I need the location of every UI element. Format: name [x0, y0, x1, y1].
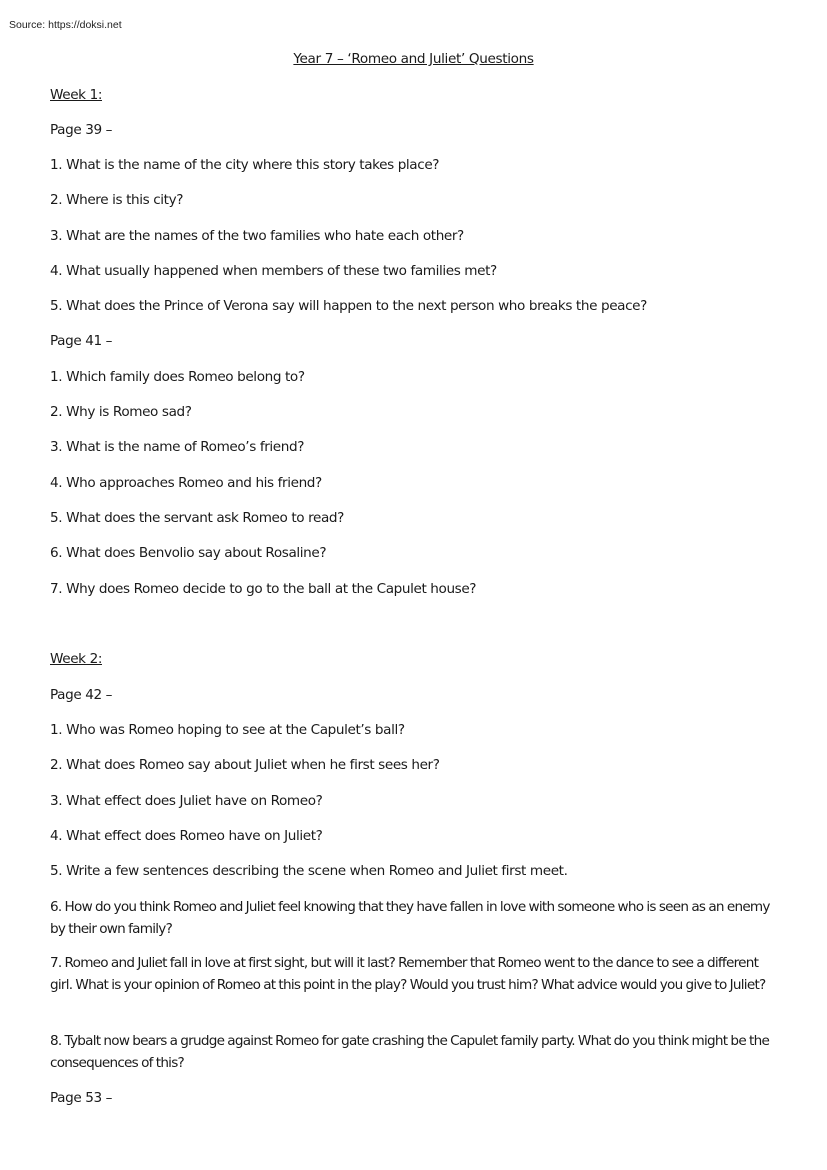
question: 2. Why is Romeo sad? [50, 404, 192, 420]
question: 7. Romeo and Juliet fall in love at first sight, but will it last? Remember that Romeo went to the dance to see a different girl. What is your opinion of Romeo at this point in the play? Would you trust him? What advice would you give to Juliet? [50, 955, 766, 993]
question: 2. Where is this city? [50, 192, 184, 208]
question: 7. Why does Romeo decide to go to the ball at the Capulet house? [50, 581, 477, 597]
page39-label: Page 39 – [50, 122, 113, 138]
question: 5. Write a few sentences describing the scene when Romeo and Juliet first meet. [50, 863, 568, 879]
week1-heading: Week 1: [50, 87, 102, 103]
question: 1. Who was Romeo hoping to see at the Capulet’s ball? [50, 722, 405, 738]
page41-label: Page 41 – [50, 333, 113, 349]
question: 3. What are the names of the two families who hate each other? [50, 228, 464, 244]
question: 6. What does Benvolio say about Rosaline? [50, 545, 327, 561]
question: 4. What usually happened when members of these two families met? [50, 263, 497, 279]
question: 4. Who approaches Romeo and his friend? [50, 475, 322, 491]
week2-heading: Week 2: [50, 651, 102, 667]
question: 2. What does Romeo say about Juliet when he first sees her? [50, 757, 440, 773]
question: 3. What effect does Juliet have on Romeo? [50, 793, 323, 809]
source-note: Source: https://doksi.net [9, 19, 122, 31]
question: 3. What is the name of Romeo’s friend? [50, 439, 305, 455]
page53-label: Page 53 – [50, 1090, 113, 1106]
question: 5. What does the servant ask Romeo to read? [50, 510, 344, 526]
page42-label: Page 42 – [50, 687, 113, 703]
document-title: Year 7 – ‘Romeo and Juliet’ Questions [293, 51, 534, 67]
question: 6. How do you think Romeo and Juliet feel knowing that they have fallen in love with someone who is seen as an enemy by their own family? [50, 899, 770, 937]
question: 1. What is the name of the city where this story takes place? [50, 157, 440, 173]
question: 1. Which family does Romeo belong to? [50, 369, 305, 385]
question: 5. What does the Prince of Verona say will happen to the next person who breaks the peace? [50, 298, 647, 314]
question: 8. Tybalt now bears a grudge against Romeo for gate crashing the Capulet family party. What do you think might be the consequences of this? [50, 1033, 770, 1071]
question: 4. What effect does Romeo have on Juliet? [50, 828, 323, 844]
